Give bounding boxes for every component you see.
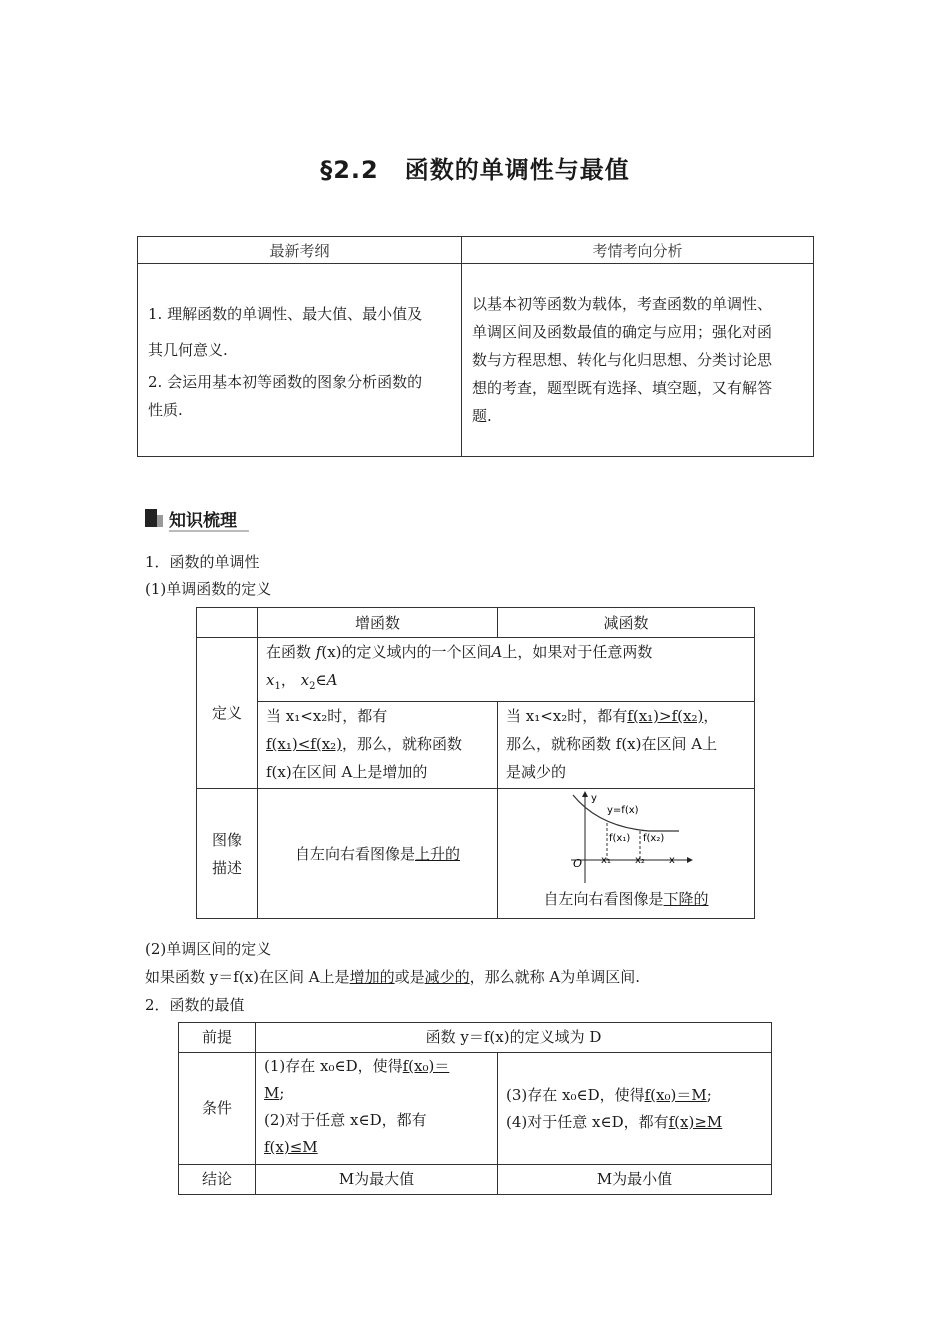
item2-title: 2．函数的最值 — [145, 996, 245, 1014]
inc-graph-desc: 自左向右看图像是上升的 — [258, 789, 498, 919]
syllabus-line: 1. 理解函数的单调性、最大值、最小值及 — [148, 305, 423, 323]
analysis-line: 以基本初等函数为载体，考查函数的单调性、 — [472, 295, 773, 313]
graph-origin-label: O — [573, 857, 583, 870]
section-block-icon — [145, 509, 163, 527]
dec-graph-desc: 自左向右看图像是下降的 — [543, 890, 709, 908]
inc-header: 增函数 — [258, 608, 498, 638]
extremum-table — [178, 1022, 772, 1195]
item1-title: 1．函数的单调性 — [145, 553, 260, 571]
graph-y-label: y — [591, 793, 597, 804]
dec-header: 减函数 — [498, 608, 755, 638]
graph-x-label: x — [669, 855, 675, 866]
graph-fx2-label: f(x₂) — [643, 833, 665, 844]
def-common: 在函数 f(x)的定义域内的一个区间A上，如果对于任意两数 $x_1$， $x_2\in A$ — [258, 638, 755, 702]
section-title: 知识梳理 — [169, 510, 237, 531]
row-label-graph: 图像 描述 — [197, 789, 258, 919]
graph-func-label: y=f(x) — [607, 805, 639, 816]
monotonic-table — [196, 607, 755, 919]
dec-graph-cell — [498, 789, 755, 919]
row-label-premise: 前提 — [179, 1023, 256, 1053]
page-title — [0, 150, 950, 185]
graph-x1-label: x₁ — [601, 855, 611, 866]
analysis-line: 单调区间及函数最值的确定与应用；强化对函 — [472, 323, 773, 341]
row-label-conclusion: 结论 — [179, 1165, 256, 1195]
syllabus-cell — [138, 264, 462, 457]
analysis-cell — [462, 264, 814, 457]
section-number: §2.2 — [320, 156, 379, 184]
max-condition: (1)存在 x₀∈D，使得f(x₀)＝ M; (2)对于任意 x∈D，都有 f(x)≤M — [256, 1053, 498, 1165]
syllabus-header: 最新考纲 — [138, 237, 462, 264]
syllabus-line: 2. 会运用基本初等函数的图象分析函数的 — [148, 373, 423, 391]
corner-cell — [197, 608, 258, 638]
graph-fx1-label: f(x₁) — [609, 833, 631, 844]
syllabus-line: 性质. — [148, 401, 183, 419]
min-condition: (3)存在 x₀∈D，使得f(x₀)＝M; (4)对于任意 x∈D，都有f(x)≥M — [498, 1053, 772, 1165]
analysis-header: 考情考向分析 — [462, 237, 814, 264]
def-increasing: 当 x₁<x₂时，都有 f(x₁)<f(x₂)，那么，就称函数 f(x)在区间 A上是增加的 — [258, 702, 498, 789]
syllabus-line: 其几何意义. — [148, 341, 228, 359]
row-label-def: 定义 — [197, 638, 258, 789]
title-text: 函数的单调性与最值 — [404, 156, 630, 184]
graph-x2-label: x₂ — [635, 855, 645, 866]
def-decreasing: 当 x₁<x₂时，都有f(x₁)>f(x₂)， 那么，就称函数 f(x)在区间 A上 是减少的 — [498, 702, 755, 789]
analysis-line: 数与方程思想、转化与化归思想、分类讨论思 — [472, 351, 773, 369]
item1-sub2: (2)单调区间的定义 — [145, 940, 272, 958]
analysis-line: 想的考查，题型既有选择、填空题，又有解答 — [472, 379, 773, 397]
interval-definition: 如果函数 y＝f(x)在区间 A上是增加的或是减少的，那么就称 A为单调区间. — [145, 968, 640, 986]
syllabus-table — [137, 236, 814, 457]
premise-cell: 函数 y＝f(x)的定义域为 D — [256, 1023, 772, 1053]
row-label-condition: 条件 — [179, 1053, 256, 1165]
conclusion-min: M为最小值 — [498, 1165, 772, 1195]
analysis-line: 题. — [472, 407, 492, 425]
section-heading — [145, 507, 237, 529]
decreasing-function-graph — [551, 789, 701, 885]
item1-sub1: (1)单调函数的定义 — [145, 580, 272, 598]
conclusion-max: M为最大值 — [256, 1165, 498, 1195]
